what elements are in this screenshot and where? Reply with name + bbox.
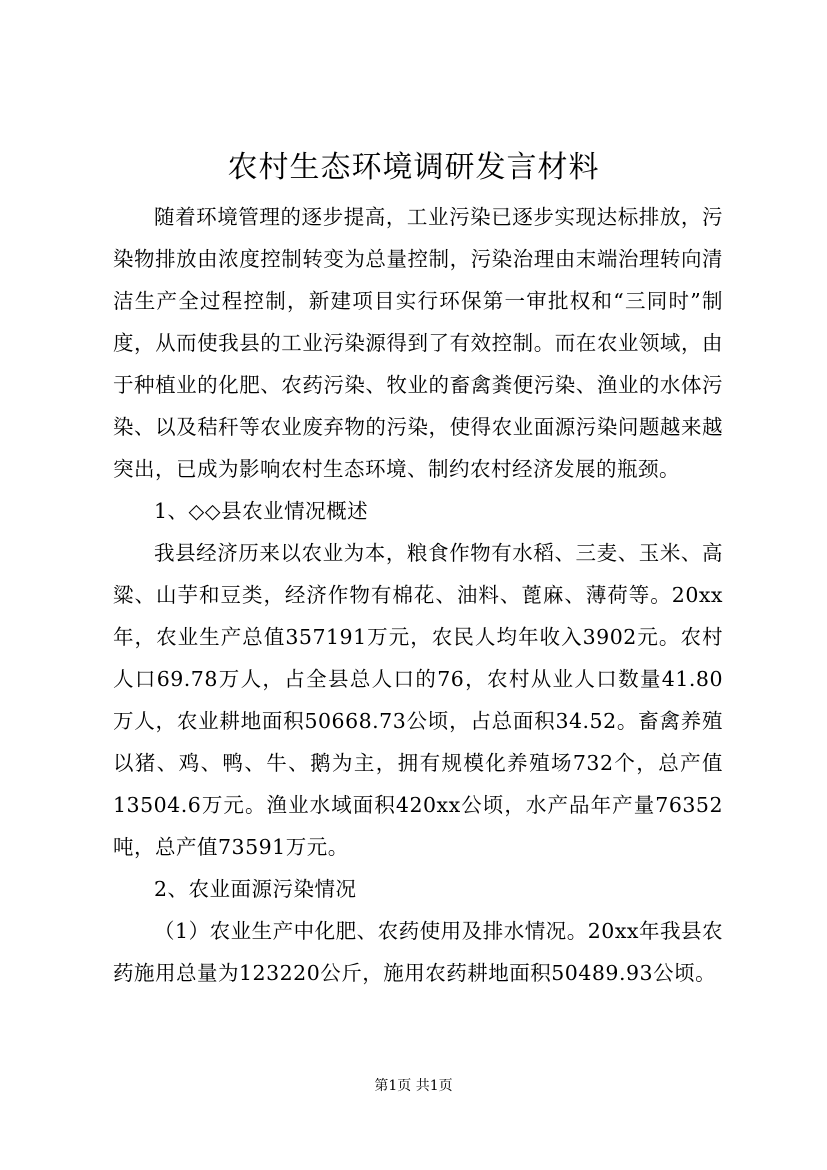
pollution-paragraph: （1）农业生产中化肥、农药使用及排水情况。20xx年我县农药施用总量为123220公斤，施用农药耕地面积50489.93公顷。 xyxy=(113,919,723,985)
document-body xyxy=(113,196,723,994)
overview-paragraph: 我县经济历来以农业为本，粮食作物有水稻、三麦、玉米、高粱、山芋和豆类，经济作物有棉花、油料、蓖麻、薄荷等。20xx年，农业生产总值357191万元，农民人均年收入3902元。农村人口69.78万人，占全县总人口的76，农村从业人口数量41.80万人，农业耕地面积50668.73公顷，占总面积34.52。畜禽养殖以猪、鸡、鸭、牛、鹅为主，拥有规模化养殖场732个，总产值13504.6万元。渔业水域面积420xx公顷，水产品年产量76352吨，总产值73591万元。 xyxy=(113,541,723,859)
page-footer: 第1页 共1页 xyxy=(374,1078,453,1094)
section-heading-2: 2、农业面源污染情况 xyxy=(154,877,357,901)
section-heading-1: 1、◇◇县农业情况概述 xyxy=(154,499,369,523)
intro-paragraph: 随着环境管理的逐步提高，工业污染已逐步实现达标排放，污染物排放由浓度控制转变为总量控制，污染治理由末端治理转向清洁生产全过程控制，新建项目实行环保第一审批权和“三同时”制度，从而使我县的工业污染源得到了有效控制。而在农业领域，由于种植业的化肥、农药污染、牧业的畜禽粪便污染、渔业的水体污染、以及秸秆等农业废弃物的污染，使得农业面源污染问题越来越突出，已成为影响农村生态环境、制约农村经济发展的瓶颈。 xyxy=(113,205,723,481)
document-title: 农村生态环境调研发言材料 xyxy=(227,150,600,185)
